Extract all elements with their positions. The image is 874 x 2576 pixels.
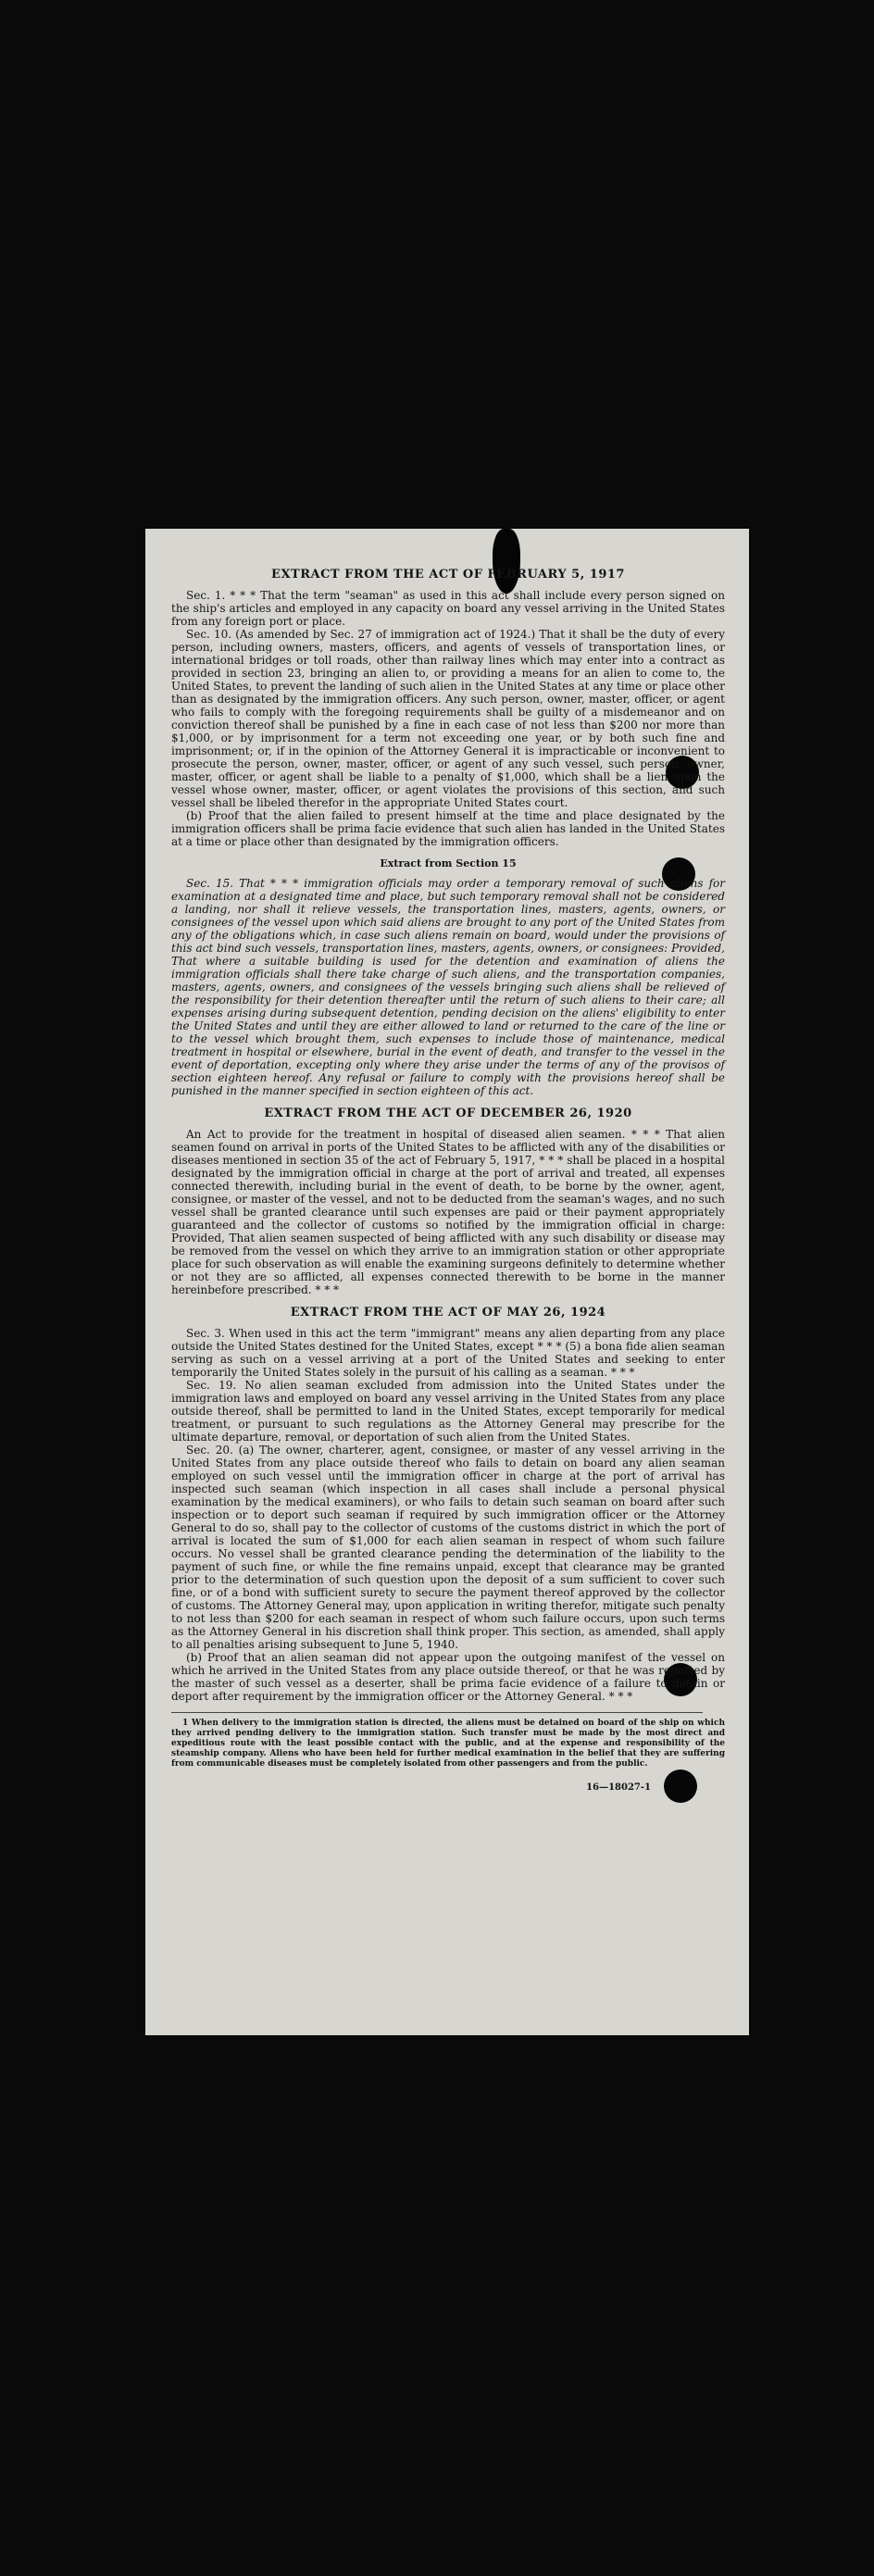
- footnote: 1 When delivery to the immigration station is directed, the aliens must be detained on board of the ship on which they arrived pending delivery to the immigration station. Such transfer must be made by the most direct and expeditious route with the least possible contact with the public, and at the expense and responsibility of the steamship company. Aliens who have been held for further medical examination in the belief that they are suffering from communicable diseases must be completely isolated from other passengers and from the public.: [171, 1719, 725, 1769]
- section-1917: [171, 589, 725, 848]
- heading-act-1924: EXTRACT FROM THE ACT OF MAY 26, 1924: [290, 1306, 606, 1319]
- paragraph: (b) Proof that an alien seaman did not appear upon the outgoing manifest of the vessel on which he arrived in the United States from any place outside thereof, or that he was reported by the master of such vessel as a deserter, shall be prima facie evidence of a failure to detain or deport after requirement by the immigration officer or the Attorney General. * * *: [171, 1651, 725, 1703]
- paragraph: Sec. 15. That * * * immigration officials may order a temporary removal of such aliens for examination at a designated time and place, but such temporary removal shall not be considered a landing, nor shall it relieve vessels, the transportation lines, masters, agents, owners, or consignees of the vessel upon which said aliens are brought to any port of the United States from any of the obligations which, in case such aliens remain on board, would under the provisions of this act bind such vessels, transportation lines, masters, agents, owners, or consignees: Provided, That where a suitable building is used for the detention and examination of aliens the immigration officials shall there take charge of such aliens, and the transportation companies, masters, agents, owners, and consignees of the vessels bringing such aliens shall be relieved of the responsibility for their detention thereafter until the return of such aliens to their care; all expenses arising during subsequent detention, pending decision on the aliens' eligibility to enter the United States and until they are either allowed to land or returned to the care of the line or to the vessel which brought them, such expenses to include those of maintenance, medical treatment in hospital or elsewhere, burial in the event of death, and transfer to the vessel in the event of deportation, excepting only where they arise under the terms of any of the provisos of section eighteen hereof. Any refusal or failure to comply with the provisions hereof shall be punished in the manner specified in section eighteen of this act.: [171, 877, 725, 1097]
- form-code: 16—18027-1: [586, 1782, 651, 1793]
- paragraph: An Act to provide for the treatment in hospital of diseased alien seamen. * * * That alien seamen found on arrival in ports of the United States to be afflicted with any of the disabilities or diseases mentioned in section 35 of the act of February 5, 1917, * * * shall be placed in a hospital designated by the immigration official in charge at the port of arrival and treated, all expenses connected therewith, including burial in the event of death, to be borne by the owner, agent, consignee, or master of the vessel, and not to be deducted from the seaman's wages, and no such vessel shall be granted clearance until such expenses are paid or their payment appropriately guaranteed and the collector of customs so notified by the immigration official in charge: Provided, That alien seamen suspected of being afflicted with any such disability or disease may be removed from the vessel on which they arrive to an immigration station or other appropriate place for such observation as will enable the examining surgeons definitely to determine whether or not they are so afflicted, all expenses connected therewith to be borne in the manner hereinbefore prescribed. * * *: [171, 1128, 725, 1296]
- section-15: [171, 877, 725, 1097]
- section-1924: [171, 1327, 725, 1703]
- paragraph: Sec. 10. (As amended by Sec. 27 of immigration act of 1924.) That it shall be the duty of every person, including owners, masters, officers, and agents of vessels of transportation lines, or international bridges or toll roads, other than railway lines which may enter into a contract as provided in section 23, bringing an alien to, or providing a means for an alien to come to, the United States, to prevent the landing of such alien in the United States at any time or place other than as designated by the immigration officers. Any such person, owner, master, officer, or agent who fails to comply with the foregoing requirements shall be guilty of a misdemeanor and on conviction thereof shall be punished by a fine in each case of not less than $200 nor more than $1,000, or by imprisonment for a term not exceeding one year, or by both such fine and imprisonment; or, if in the opinion of the Attorney General it is impracticable or inconvenient to prosecute the person, owner, master, officer, or agent of any such vessel, such person, owner, master, officer, or agent shall be liable to a penalty of $1,000, which shall be a lien upon the vessel whose owner, master, officer, or agent violates the provisions of this section, and such vessel shall be libeled therefor in the appropriate United States court.: [171, 628, 725, 809]
- footnote-divider: [171, 1712, 703, 1713]
- document-page: [145, 529, 749, 2035]
- document-body: [171, 568, 725, 1793]
- section-1920: [171, 1128, 725, 1296]
- paragraph: Sec. 19. No alien seaman excluded from admission into the United States under the immigration laws and employed on board any vessel arriving in the United States from any place outside thereof, shall be permitted to land in the United States, except temporarily for medical treatment, or pursuant to such regulations as the Attorney General may prescribe for the ultimate departure, removal, or deportation of such alien from the United States.: [171, 1379, 725, 1444]
- paragraph: Sec. 20. (a) The owner, charterer, agent, consignee, or master of any vessel arriving in the United States from any place outside thereof who fails to detain on board any alien seaman employed on such vessel until the immigration officer in charge at the port of arrival has inspected such seaman (which inspection in all cases shall include a personal physical examination by the medical examiners), or who fails to detain such seaman on board after such inspection or to deport such seaman if required by such immigration officer or the Attorney General to do so, shall pay to the collector of customs of the customs district in which the port of arrival is located the sum of $1,000 for each alien seaman in respect of whom such failure occurs. No vessel shall be granted clearance pending the determination of the liability to the payment of such fine, or while the fine remains unpaid, except that clearance may be granted prior to the determination of such question upon the deposit of a sum sufficient to cover such fine, or of a bond with sufficient surety to secure the payment thereof approved by the collector of customs. The Attorney General may, upon application in writing therefor, mitigate such penalty to not less than $200 for each seaman in respect of whom such failure occurs, upon such terms as the Attorney General in his discretion shall think proper. This section, as amended, shall apply to all penalties arising subsequent to June 5, 1940.: [171, 1444, 725, 1651]
- heading-section-15: Extract from Section 15: [380, 857, 517, 869]
- heading-act-1917: EXTRACT FROM THE ACT OF FEBRUARY 5, 1917: [271, 568, 625, 581]
- paragraph: Sec. 1. * * * That the term "seaman" as used in this act shall include every person signed on the ship's articles and employed in any capacity on board any vessel arriving in the United States from any foreign port or place.: [171, 589, 725, 628]
- paragraph: (b) Proof that the alien failed to present himself at the time and place designated by the immigration officers shall be prima facie evidence that such alien has landed in the United States at a time or place other than designated by the immigration officers.: [171, 809, 725, 848]
- heading-act-1920: EXTRACT FROM THE ACT OF DECEMBER 26, 1920: [264, 1107, 632, 1120]
- paragraph: Sec. 3. When used in this act the term "immigrant" means any alien departing from any place outside the United States destined for the United States, except * * * (5) a bona fide alien seaman serving as such on a vessel arriving at a port of the United States and seeking to enter temporarily the United States solely in the pursuit of his calling as a seaman. * * *: [171, 1327, 725, 1379]
